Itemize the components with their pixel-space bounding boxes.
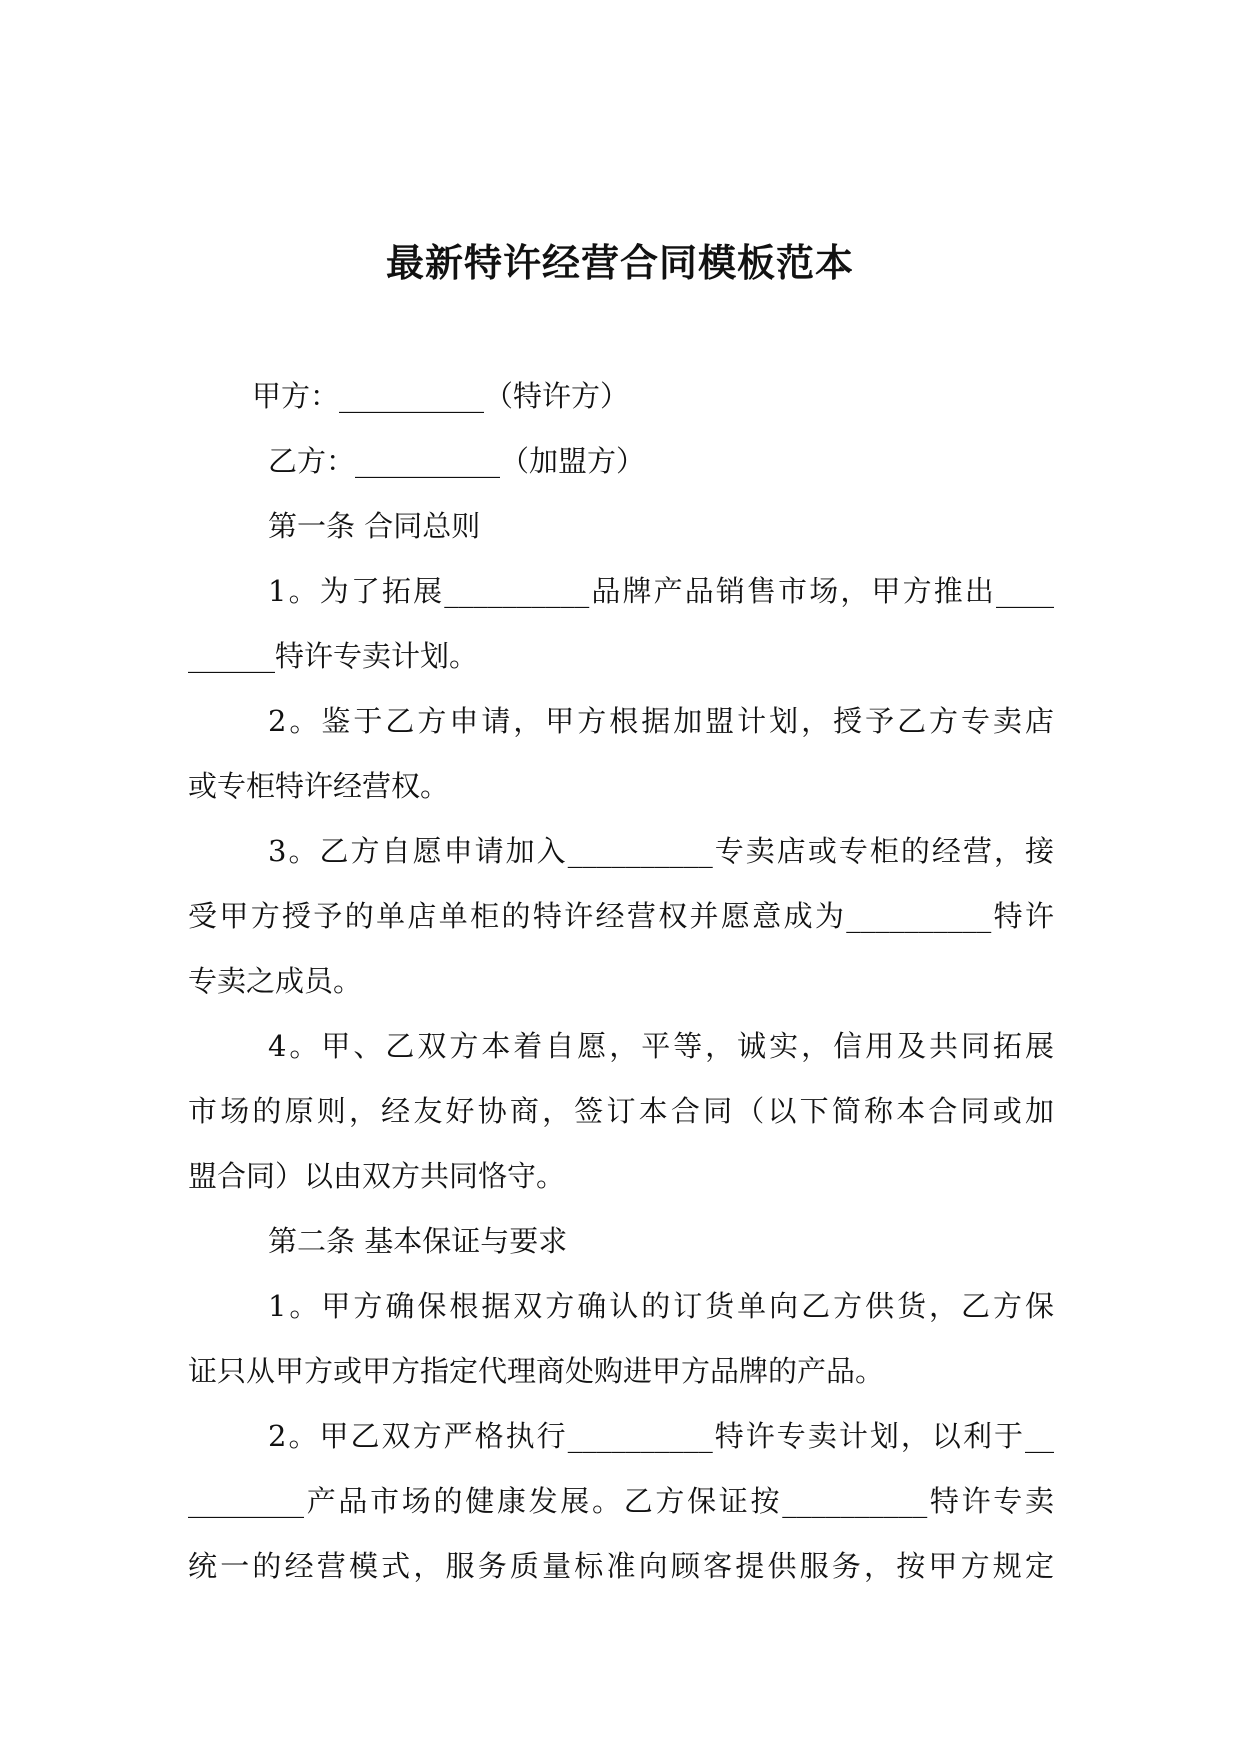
paragraph-line: ______特许专卖计划。 [188,639,479,673]
document-title: 最新特许经营合同模板范本 [385,240,854,285]
paragraph-line: 1。甲方确保根据双方确认的订货单向乙方供货，乙方保 [268,1289,1054,1323]
paragraph-line: 统一的经营模式，服务质量标准向顾客提供服务，按甲方规定 [188,1549,1054,1583]
article-heading: 第一条 合同总则 [268,509,481,543]
paragraph-line: ________产品市场的健康发展。乙方保证按__________特许专卖 [188,1484,1054,1518]
paragraph-line: 证只从甲方或甲方指定代理商处购进甲方品牌的产品。 [188,1354,885,1388]
paragraph-line: 市场的原则，经友好协商，签订本合同（以下简称本合同或加 [188,1094,1054,1128]
party-line: 甲方：__________（特许方） [252,379,630,413]
document-body [188,364,1054,1599]
paragraph-line: 3。乙方自愿申请加入__________专卖店或专柜的经营，接 [268,834,1054,868]
paragraph-line: 4。甲、乙双方本着自愿，平等，诚实，信用及共同拓展 [268,1029,1054,1063]
paragraph-line: 2。甲乙双方严格执行__________特许专卖计划，以利于__ [268,1419,1054,1453]
paragraph-line: 2。鉴于乙方申请，甲方根据加盟计划，授予乙方专卖店 [268,704,1054,738]
paragraph-line: 受甲方授予的单店单柜的特许经营权并愿意成为__________特许 [188,899,1054,933]
paragraph-line: 1。为了拓展__________品牌产品销售市场，甲方推出____ [268,574,1054,608]
paragraph-line: 盟合同）以由双方共同恪守。 [188,1159,566,1193]
paragraph-line: 或专柜特许经营权。 [188,769,450,803]
party-line: 乙方：__________（加盟方） [268,444,646,478]
article-heading: 第二条 基本保证与要求 [268,1224,568,1258]
paragraph-line: 专卖之成员。 [188,964,363,998]
